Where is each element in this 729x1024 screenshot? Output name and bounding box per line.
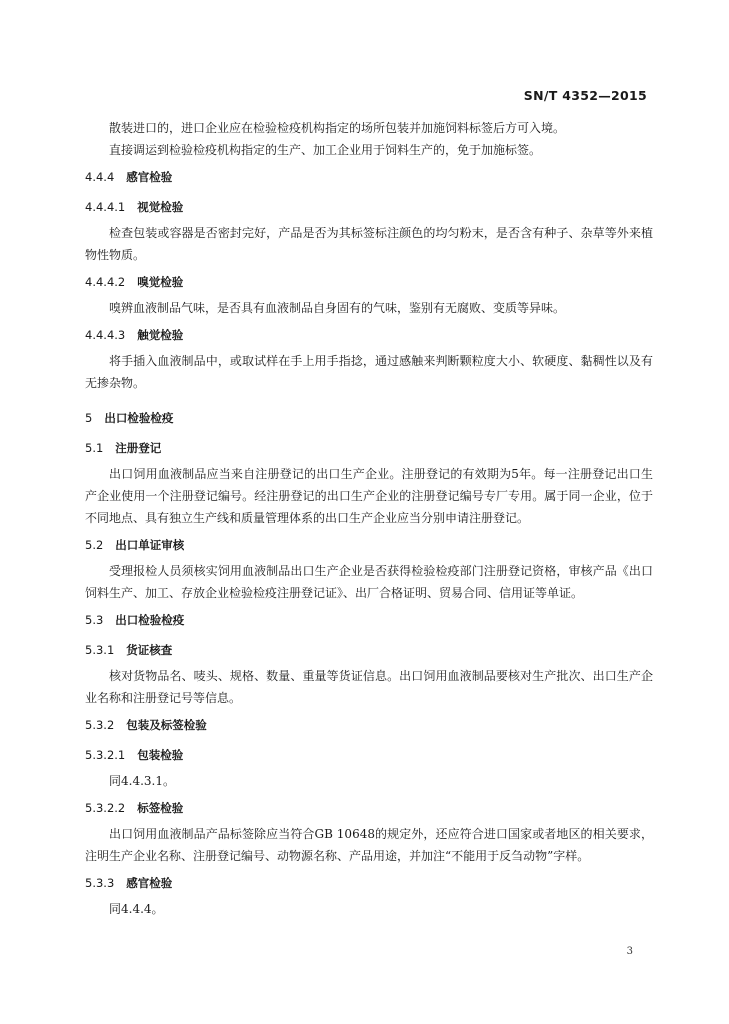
section-heading [85,440,653,456]
standard-code: SN/T 4352—2015 [523,88,647,103]
section-title: 感官检验 [126,170,173,184]
paragraph: 受理报检人员须核实饲用血液制品出口生产企业是否获得检验检疫部门注册登记资格，审核产品《出口饲料生产、加工、存放企业检验检疫注册登记证》、出厂合格证明、贸易合同、信用证等单证。 [85,564,653,600]
paragraph: 散装进口的，进口企业应在检验检疫机构指定的场所包装并加施饲料标签后方可入境。 [109,121,566,135]
section-number: 5.3.1 [85,643,115,657]
paragraph: 核对货物品名、唛头、规格、数量、重量等货证信息。出口饲用血液制品要核对生产批次、出口生产企业名称和注册登记号等信息。 [85,669,653,705]
section-number: 4.4.4.1 [85,200,126,214]
paragraph: 出口饲用血液制品应当来自注册登记的出口生产企业。注册登记的有效期为5年。每一注册登记出口生产企业使用一个注册登记编号。经注册登记的出口生产企业的注册登记编号专厂专用。属于同一企业，位于不同地点、具有独立生产线和质量管理体系的出口生产企业应当分别申请注册登记。 [85,467,653,525]
paragraph: 直接调运到检验检疫机构指定的生产、加工企业用于饲料生产的，免于加施标签。 [109,143,542,157]
section-heading [85,612,653,628]
section-heading [85,327,653,343]
section-number: 4.4.4 [85,170,115,184]
section-heading [85,410,653,426]
paragraph: 将手插入血液制品中，或取试样在手上用手指捻，通过感触来判断颗粒度大小、软硬度、黏稠性以及有无掺杂物。 [85,354,653,390]
section-title: 出口单证审核 [115,538,185,552]
section-number: 5.3.2.1 [85,748,126,762]
section-number: 5.3.2.2 [85,801,126,815]
section-title: 注册登记 [115,441,162,455]
section-heading [85,875,653,891]
page-number: 3 [626,946,633,957]
section-title: 出口检验检疫 [104,411,174,425]
section-number: 5.2 [85,538,104,552]
section-heading [85,537,653,553]
section-number: 5.1 [85,441,104,455]
section-title: 包装检验 [137,748,184,762]
section-title: 触觉检验 [137,328,184,342]
paragraph: 同4.4.4。 [109,902,164,916]
paragraph: 出口饲用血液制品产品标签除应当符合GB 10648的规定外，还应符合进口国家或者地区的相关要求，注明生产企业名称、注册登记编号、动物源名称、产品用途，并加注“不能用于反刍动物”字样。 [85,827,653,863]
section-heading [85,800,653,816]
document-body [85,117,653,920]
section-title: 视觉检验 [137,200,184,214]
section-heading [85,747,653,763]
section-title: 货证核查 [126,643,173,657]
section-heading [85,717,653,733]
section-title: 包装及标签检验 [126,718,207,732]
section-title: 嗅觉检验 [137,275,184,289]
section-heading [85,274,653,290]
section-title: 标签检验 [137,801,184,815]
section-heading [85,199,653,215]
section-number: 5.3.3 [85,876,115,890]
paragraph: 检查包装或容器是否密封完好，产品是否为其标签标注颜色的均匀粉末，是否含有种子、杂草等外来植物性物质。 [85,226,653,262]
section-title: 出口检验检疫 [115,613,185,627]
section-heading [85,642,653,658]
section-title: 感官检验 [126,876,173,890]
section-number: 5.3 [85,613,104,627]
section-number: 5 [85,411,93,425]
paragraph: 同4.4.3.1。 [109,774,175,788]
section-number: 5.3.2 [85,718,115,732]
paragraph: 嗅辨血液制品气味，是否具有血液制品自身固有的气味，鉴别有无腐败、变质等异味。 [109,301,566,315]
section-number: 4.4.4.2 [85,275,126,289]
section-heading [85,169,653,185]
section-number: 4.4.4.3 [85,328,126,342]
